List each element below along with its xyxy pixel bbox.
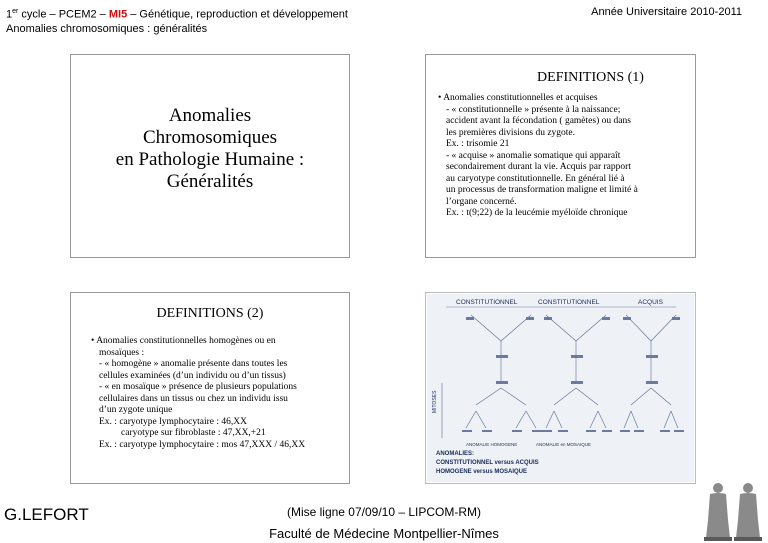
footer-author: G.LEFORT xyxy=(4,505,89,524)
footer-faculty: Faculté de Médecine Montpellier-Nîmes xyxy=(269,526,499,541)
text-line: - « acquise » anomalie somatique qui apparaît xyxy=(446,150,621,161)
text-line: les premières divisions du zygote. xyxy=(446,127,576,138)
slide-4 xyxy=(425,292,696,484)
slide-1 xyxy=(70,54,350,258)
text-line: - « constitutionnelle » présente à la naissance; xyxy=(446,104,621,115)
diagram-caption: HOMOGENE versus MOSAIQUE xyxy=(436,469,528,475)
text-line: Ex. : t(9;22) de la leucémie myéloïde chronique xyxy=(446,208,628,218)
diagram-caption: ANOMALIES: xyxy=(436,451,474,457)
title-line: en Pathologie Humaine : xyxy=(115,149,305,170)
text-line: - « homogène » anomalie présente dans toutes les xyxy=(99,359,288,369)
text-line: - « en mosaïque » présence de plusieurs populations xyxy=(99,382,297,392)
text-line: cellulaires dans un tissus ou chez un individu issu xyxy=(99,393,288,404)
text-line: d’un zygote unique xyxy=(99,405,173,415)
text-line: secondairement durant la vie. Acquis par rapport xyxy=(446,162,631,172)
title-line: Généralités xyxy=(166,171,254,192)
text-line: l’organe concerné. xyxy=(446,196,517,207)
footer-note: (Mise ligne 07/09/10 – LIPCOM-RM) xyxy=(286,505,482,519)
diagram-label: ANOMALIE HOMOGENE xyxy=(466,442,518,447)
diagram-label: ANOMALIE en MOSAIQUE xyxy=(536,442,592,447)
text-line: un processus de transformation maligne et limité à xyxy=(446,185,638,195)
text-line: Ex. : caryotype lymphocytaire : 46,XX xyxy=(99,416,248,427)
slide-2-title: DEFINITIONS (1) xyxy=(537,70,644,85)
slide-2 xyxy=(425,54,696,258)
slide-1-title xyxy=(71,105,349,193)
header-left xyxy=(6,5,348,36)
diagram-caption: CONSTITUTIONNEL versus ACQUIS xyxy=(436,460,539,466)
chromosome-diagram xyxy=(426,293,695,483)
slide-3-body xyxy=(91,336,345,451)
bullet: • Anomalies constitutionnelles homogènes ou en xyxy=(91,336,276,346)
slide-2-body xyxy=(438,93,691,220)
diagram-header: CONSTITUTIONNEL xyxy=(456,299,518,306)
text-line: accident avant la fécondation ( gamètes) ou dans xyxy=(446,116,631,126)
slide-3-title: DEFINITIONS (2) xyxy=(156,306,264,321)
text-line: cellules examinées (d’un individu ou d’un tissus) xyxy=(99,370,286,381)
header-course: 1er cycle – PCEM2 – MI5 – Génétique, reproduction et développement xyxy=(6,8,348,21)
text-line: Ex. : caryotype lymphocytaire : mos 47,XXX / 46,XX xyxy=(99,439,306,450)
header-subtitle: Anomalies chromosomiques : généralités xyxy=(6,22,208,35)
diagram-header: ACQUIS xyxy=(638,299,663,306)
text-line: mosaïques : xyxy=(99,347,145,358)
text-line: au caryotype constitutionnelle. En général lié à xyxy=(446,173,625,184)
module-code: MI5 xyxy=(108,8,128,21)
diagram-side-label: MITOSES xyxy=(432,390,438,413)
bullet: • Anomalies constitutionnelles et acquises xyxy=(438,93,598,103)
text-line: caryotype sur fibroblaste : 47,XX,+21 xyxy=(121,428,266,438)
diagram-header: CONSTITUTIONNEL xyxy=(538,299,600,306)
title-line: Chromosomiques xyxy=(142,127,278,148)
slide-3 xyxy=(70,292,350,484)
header-year: Année Universitaire 2010-2011 xyxy=(591,6,742,18)
text-line: Ex. : trisomie 21 xyxy=(446,139,510,149)
title-line: Anomalies xyxy=(168,105,252,126)
